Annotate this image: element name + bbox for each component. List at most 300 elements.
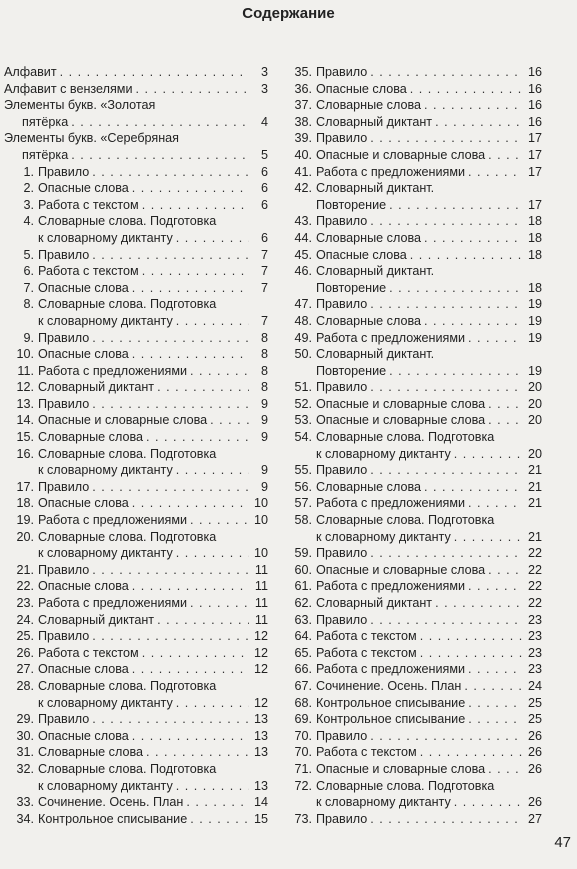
entry-page: 23 — [527, 629, 542, 644]
toc-entry — [282, 396, 542, 413]
entry-title: Работа с предложениями — [316, 164, 466, 179]
toc-entry — [4, 130, 268, 163]
entry-number: 3. — [23, 197, 34, 212]
leader-dots — [146, 744, 249, 761]
entry-page: 6 — [260, 164, 268, 179]
toc-entry — [282, 462, 542, 479]
entry-number: 66. — [294, 662, 312, 677]
toc-entry — [4, 412, 268, 429]
toc-entry — [4, 346, 268, 363]
page-number: 47 — [554, 834, 571, 851]
entry-number: 34. — [16, 811, 34, 826]
entry-title: к словарному диктанту — [38, 230, 173, 245]
entry-number: 67. — [294, 678, 312, 693]
entry-title: Правило — [316, 546, 368, 561]
toc-entry — [4, 164, 268, 181]
entry-title: к словарному диктанту — [38, 463, 173, 478]
leader-dots — [410, 81, 523, 98]
entry-number: 46. — [294, 264, 312, 279]
entry-title: Опасные слова — [38, 181, 129, 196]
entry-page: 13 — [253, 728, 268, 743]
entry-page: 20 — [527, 413, 542, 428]
leader-dots — [424, 230, 523, 247]
toc-entry — [4, 379, 268, 396]
leader-dots — [454, 794, 523, 811]
entry-page: 16 — [527, 65, 542, 79]
entry-title: к словарному диктанту — [38, 313, 173, 328]
entry-title: Алфавит — [4, 65, 57, 79]
toc-entry — [282, 97, 542, 114]
toc-entry — [282, 678, 542, 695]
entry-number: 69. — [294, 712, 312, 727]
leader-dots — [92, 711, 249, 728]
leader-dots — [132, 661, 249, 678]
entry-title: Контрольное списывание — [316, 712, 466, 727]
entry-number: 45. — [294, 247, 312, 262]
entry-page: 26 — [527, 728, 542, 743]
page-title: Содержание — [242, 5, 335, 22]
entry-number: 14. — [16, 413, 34, 428]
entry-number: 31. — [16, 745, 34, 760]
toc-entry — [282, 728, 542, 745]
toc-entry — [4, 728, 268, 745]
entry-page: 25 — [527, 712, 542, 727]
entry-number: 65. — [294, 645, 312, 660]
entry-title: Опасные и словарные слова — [316, 413, 486, 428]
entry-title: Опасные и словарные слова — [316, 147, 486, 162]
leader-dots — [92, 164, 249, 181]
entry-page: 15 — [253, 811, 268, 826]
entry-number: 29. — [16, 712, 34, 727]
toc-entry — [282, 595, 542, 612]
toc-entry — [282, 545, 542, 562]
toc-entry — [282, 695, 542, 712]
entry-page: 8 — [260, 363, 268, 378]
entry-page: 4 — [260, 114, 268, 129]
toc-entry — [282, 661, 542, 678]
entry-page: 12 — [253, 695, 268, 710]
entry-number: 4. — [23, 214, 34, 229]
leader-dots — [190, 512, 249, 529]
toc-entry — [4, 479, 268, 496]
entry-number: 13. — [16, 396, 34, 411]
entry-title: Словарные слова. Подготовка — [316, 430, 495, 445]
entry-title: Опасные и словарные слова — [316, 396, 486, 411]
entry-page: 8 — [260, 347, 268, 362]
leader-dots — [370, 379, 523, 396]
toc-entry — [282, 296, 542, 313]
entry-title: Правило — [316, 297, 368, 312]
entry-number: 8. — [23, 297, 34, 312]
entry-title: Словарный диктант — [316, 114, 433, 129]
toc-entry — [282, 811, 542, 828]
entry-number: 54. — [294, 430, 312, 445]
entry-number: 70. — [294, 745, 312, 760]
entry-number: 44. — [294, 230, 312, 245]
entry-number: 35. — [294, 65, 312, 79]
entry-number: 38. — [294, 114, 312, 129]
leader-dots — [435, 595, 523, 612]
entry-title: Опасные и словарные слова — [316, 562, 486, 577]
leader-dots — [176, 545, 249, 562]
entry-page: 21 — [527, 479, 542, 494]
toc-entry — [282, 761, 542, 778]
entry-title: Словарный диктант — [38, 380, 155, 395]
entry-title: Словарный диктант. — [316, 181, 435, 196]
entry-number: 68. — [294, 695, 312, 710]
leader-dots — [454, 446, 523, 463]
entry-title: Работа с текстом — [316, 645, 417, 660]
leader-dots — [142, 263, 249, 280]
entry-page: 8 — [260, 380, 268, 395]
toc-entry — [4, 578, 268, 595]
entry-page: 6 — [260, 197, 268, 212]
entry-number: 39. — [294, 131, 312, 146]
leader-dots — [420, 645, 523, 662]
entry-number: 6. — [23, 264, 34, 279]
entry-page: 7 — [260, 264, 268, 279]
entry-page: 8 — [260, 330, 268, 345]
leader-dots — [132, 180, 249, 197]
entry-number: 58. — [294, 513, 312, 528]
leader-dots — [468, 661, 523, 678]
entry-title: Словарные слова — [316, 313, 421, 328]
entry-number: 43. — [294, 214, 312, 229]
entry-page: 20 — [527, 396, 542, 411]
entry-number: 60. — [294, 562, 312, 577]
leader-dots — [190, 595, 249, 612]
toc-entry — [4, 180, 268, 197]
entry-number: 63. — [294, 612, 312, 627]
toc-entry — [4, 97, 268, 130]
entry-number: 48. — [294, 313, 312, 328]
entry-page: 20 — [527, 446, 542, 461]
leader-dots — [389, 363, 523, 380]
entry-title: Сочинение. Осень. План — [316, 678, 462, 693]
entry-title: к словарному диктанту — [38, 778, 173, 793]
entry-title: Работа с предложениями — [38, 513, 188, 528]
entry-number: 56. — [294, 479, 312, 494]
entry-number: 42. — [294, 181, 312, 196]
leader-dots — [190, 363, 249, 380]
entry-page: 18 — [527, 280, 542, 295]
leader-dots — [410, 247, 523, 264]
entry-title: Повторение — [316, 280, 387, 295]
toc-entry — [4, 296, 268, 329]
entry-title: Словарные слова — [38, 745, 143, 760]
entry-title: Опасные слова — [38, 496, 129, 511]
entry-title: Опасные слова — [38, 347, 129, 362]
leader-dots — [142, 197, 249, 214]
entry-page: 18 — [527, 247, 542, 262]
toc-entry — [282, 130, 542, 147]
entry-page: 20 — [527, 380, 542, 395]
entry-page: 21 — [527, 496, 542, 511]
entry-page: 12 — [253, 629, 268, 644]
leader-dots — [157, 379, 249, 396]
entry-page: 16 — [527, 98, 542, 113]
entry-title: Сочинение. Осень. План — [38, 795, 184, 810]
toc-entry — [4, 263, 268, 280]
entry-title: Правило — [38, 247, 90, 262]
toc-entry — [4, 711, 268, 728]
entry-number: 61. — [294, 579, 312, 594]
leader-dots — [468, 695, 523, 712]
entry-title: Опасные слова — [38, 662, 129, 677]
entry-number: 33. — [16, 795, 34, 810]
toc-entry — [4, 678, 268, 711]
entry-number: 53. — [294, 413, 312, 428]
toc-entry — [282, 628, 542, 645]
entry-title: к словарному диктанту — [316, 446, 451, 461]
entry-page: 16 — [527, 114, 542, 129]
entry-title: Контрольное списывание — [38, 811, 188, 826]
toc-entry — [282, 562, 542, 579]
toc-entry — [4, 794, 268, 811]
entry-page: 11 — [254, 596, 268, 610]
entry-page: 7 — [260, 313, 268, 328]
entry-number: 15. — [16, 430, 34, 445]
entry-page: 10 — [253, 513, 268, 528]
toc-entry — [282, 578, 542, 595]
entry-title: Работа с текстом — [38, 197, 139, 212]
leader-dots — [132, 280, 249, 297]
entry-number: 57. — [294, 496, 312, 511]
entry-page: 9 — [260, 430, 268, 445]
toc-entry — [282, 247, 542, 264]
toc-entry — [282, 778, 542, 811]
entry-page: 19 — [527, 363, 542, 378]
entry-number: 73. — [294, 811, 312, 826]
entry-title: к словарному диктанту — [38, 546, 173, 561]
toc-entry — [282, 412, 542, 429]
entry-title: Опасные слова — [316, 81, 407, 96]
entry-number: 1. — [23, 164, 34, 179]
leader-dots — [389, 280, 523, 297]
entry-number: 10. — [16, 347, 34, 362]
entry-number: 22. — [16, 579, 34, 594]
toc-entry — [282, 180, 542, 213]
entry-number: 50. — [294, 347, 312, 362]
toc-entry — [4, 562, 268, 579]
leader-dots — [92, 628, 249, 645]
leader-dots — [488, 412, 523, 429]
leader-dots — [176, 230, 249, 247]
entry-number: 32. — [16, 761, 34, 776]
entry-title: Правило — [38, 479, 90, 494]
entry-title: к словарному диктанту — [38, 695, 173, 710]
entry-title: Правило — [38, 164, 90, 179]
entry-page: 17 — [527, 164, 542, 179]
entry-number: 12. — [16, 380, 34, 395]
entry-number: 55. — [294, 463, 312, 478]
leader-dots — [176, 313, 249, 330]
toc-entry — [4, 363, 268, 380]
entry-title: к словарному диктанту — [316, 795, 451, 810]
entry-number: 36. — [294, 81, 312, 96]
leader-dots — [370, 462, 523, 479]
leader-dots — [60, 64, 249, 81]
entry-title: Словарные слова — [316, 230, 421, 245]
toc-entry — [282, 313, 542, 330]
entry-number: 23. — [16, 596, 34, 610]
entry-number: 72. — [294, 778, 312, 793]
toc-entry — [282, 263, 542, 296]
toc-entry — [4, 612, 268, 629]
leader-dots — [190, 811, 249, 828]
entry-title: Словарные слова. Подготовка — [38, 529, 217, 544]
toc-entry — [4, 529, 268, 562]
entry-number: 19. — [16, 513, 34, 528]
leader-dots — [468, 495, 523, 512]
toc-entry — [4, 661, 268, 678]
toc-entry — [282, 379, 542, 396]
entry-title: Правило — [38, 562, 90, 577]
leader-dots — [136, 81, 250, 98]
entry-page: 22 — [527, 546, 542, 561]
entry-page: 7 — [260, 247, 268, 262]
toc-entry — [282, 711, 542, 728]
entry-page: 22 — [527, 596, 542, 610]
leader-dots — [132, 495, 249, 512]
leader-dots — [435, 114, 523, 131]
entry-page: 13 — [253, 745, 268, 760]
entry-number: 71. — [294, 761, 312, 776]
entry-page: 26 — [527, 795, 542, 810]
entry-page: 12 — [253, 662, 268, 677]
entry-page: 19 — [527, 313, 542, 328]
leader-dots — [424, 313, 523, 330]
entry-title: Работа с предложениями — [316, 330, 466, 345]
toc-entry — [282, 64, 542, 81]
entry-title: Словарные слова. Подготовка — [38, 214, 217, 229]
entry-number: 49. — [294, 330, 312, 345]
entry-page: 13 — [253, 778, 268, 793]
leader-dots — [71, 147, 249, 164]
entry-page: 5 — [260, 147, 268, 162]
entry-page: 9 — [260, 396, 268, 411]
entry-page: 21 — [527, 529, 542, 544]
entry-title: Работа с предложениями — [316, 662, 466, 677]
leader-dots — [420, 744, 523, 761]
entry-title: Алфавит с вензелями — [4, 81, 133, 96]
entry-number: 11. — [17, 363, 34, 378]
leader-dots — [71, 114, 249, 131]
leader-dots — [370, 811, 523, 828]
entry-title: Опасные и словарные слова — [316, 761, 486, 776]
entry-page: 11 — [254, 562, 268, 577]
entry-title: Правило — [316, 214, 368, 229]
entry-page: 23 — [527, 662, 542, 677]
toc-entry — [282, 213, 542, 230]
toc-entry — [4, 213, 268, 246]
leader-dots — [186, 794, 249, 811]
entry-number: 21. — [16, 562, 34, 577]
toc-entry — [282, 81, 542, 98]
entry-page: 9 — [260, 463, 268, 478]
leader-dots — [92, 479, 249, 496]
entry-title: Словарный диктант. — [316, 347, 435, 362]
entry-number: 26. — [16, 645, 34, 660]
entry-title: Опасные и словарные слова — [38, 413, 208, 428]
entry-number: 20. — [16, 529, 34, 544]
entry-number: 2. — [23, 181, 34, 196]
entry-number: 62. — [294, 596, 312, 610]
entry-title: Словарные слова — [316, 98, 421, 113]
entry-number: 64. — [294, 629, 312, 644]
entry-page: 10 — [253, 496, 268, 511]
leader-dots — [468, 164, 523, 181]
entry-page: 18 — [527, 214, 542, 229]
entry-number: 7. — [23, 280, 34, 295]
leader-dots — [370, 213, 523, 230]
entry-page: 26 — [527, 761, 542, 776]
leader-dots — [454, 529, 523, 546]
entry-title: Правило — [316, 65, 368, 79]
entry-page: 23 — [527, 645, 542, 660]
toc-entry — [282, 330, 542, 347]
entry-page: 26 — [527, 745, 542, 760]
toc-entry — [4, 330, 268, 347]
entry-number: 52. — [294, 396, 312, 411]
leader-dots — [488, 396, 523, 413]
entry-title: Правило — [38, 712, 90, 727]
leader-dots — [370, 130, 523, 147]
toc-entry — [4, 429, 268, 446]
entry-title: Словарные слова. Подготовка — [38, 678, 217, 693]
entry-title: Опасные слова — [38, 728, 129, 743]
entry-title: Работа с текстом — [316, 745, 417, 760]
leader-dots — [389, 197, 523, 214]
toc-entry — [282, 346, 542, 379]
toc-entry — [4, 81, 268, 98]
entry-title: Опасные слова — [38, 280, 129, 295]
entry-page: 17 — [527, 131, 542, 146]
entry-page: 11 — [254, 612, 268, 627]
entry-page: 14 — [253, 795, 268, 810]
leader-dots — [176, 462, 249, 479]
leader-dots — [468, 711, 523, 728]
entry-page: 27 — [527, 811, 542, 826]
entry-page: 25 — [527, 695, 542, 710]
leader-dots — [132, 728, 249, 745]
leader-dots — [370, 728, 523, 745]
entry-number: 37. — [294, 98, 312, 113]
leader-dots — [370, 545, 523, 562]
entry-number: 59. — [294, 546, 312, 561]
entry-number: 70. — [294, 728, 312, 743]
toc-entry — [4, 744, 268, 761]
leader-dots — [424, 479, 523, 496]
entry-title: Словарные слова. Подготовка — [316, 513, 495, 528]
entry-title: Правило — [316, 380, 368, 395]
entry-page: 9 — [260, 479, 268, 494]
entry-title: Словарные слова. Подготовка — [38, 761, 217, 776]
entry-title: Словарные слова. Подготовка — [38, 297, 217, 312]
toc-entry — [4, 396, 268, 413]
entry-title: Работа с предложениями — [38, 596, 188, 610]
leader-dots — [468, 578, 523, 595]
toc-entry — [4, 761, 268, 794]
entry-title: Повторение — [316, 197, 387, 212]
entry-title: Правило — [38, 330, 90, 345]
entry-number: 18. — [16, 496, 34, 511]
toc-entry — [4, 645, 268, 662]
toc-entry — [4, 280, 268, 297]
leader-dots — [424, 97, 523, 114]
toc-entry — [282, 429, 542, 462]
entry-title: Повторение — [316, 363, 387, 378]
